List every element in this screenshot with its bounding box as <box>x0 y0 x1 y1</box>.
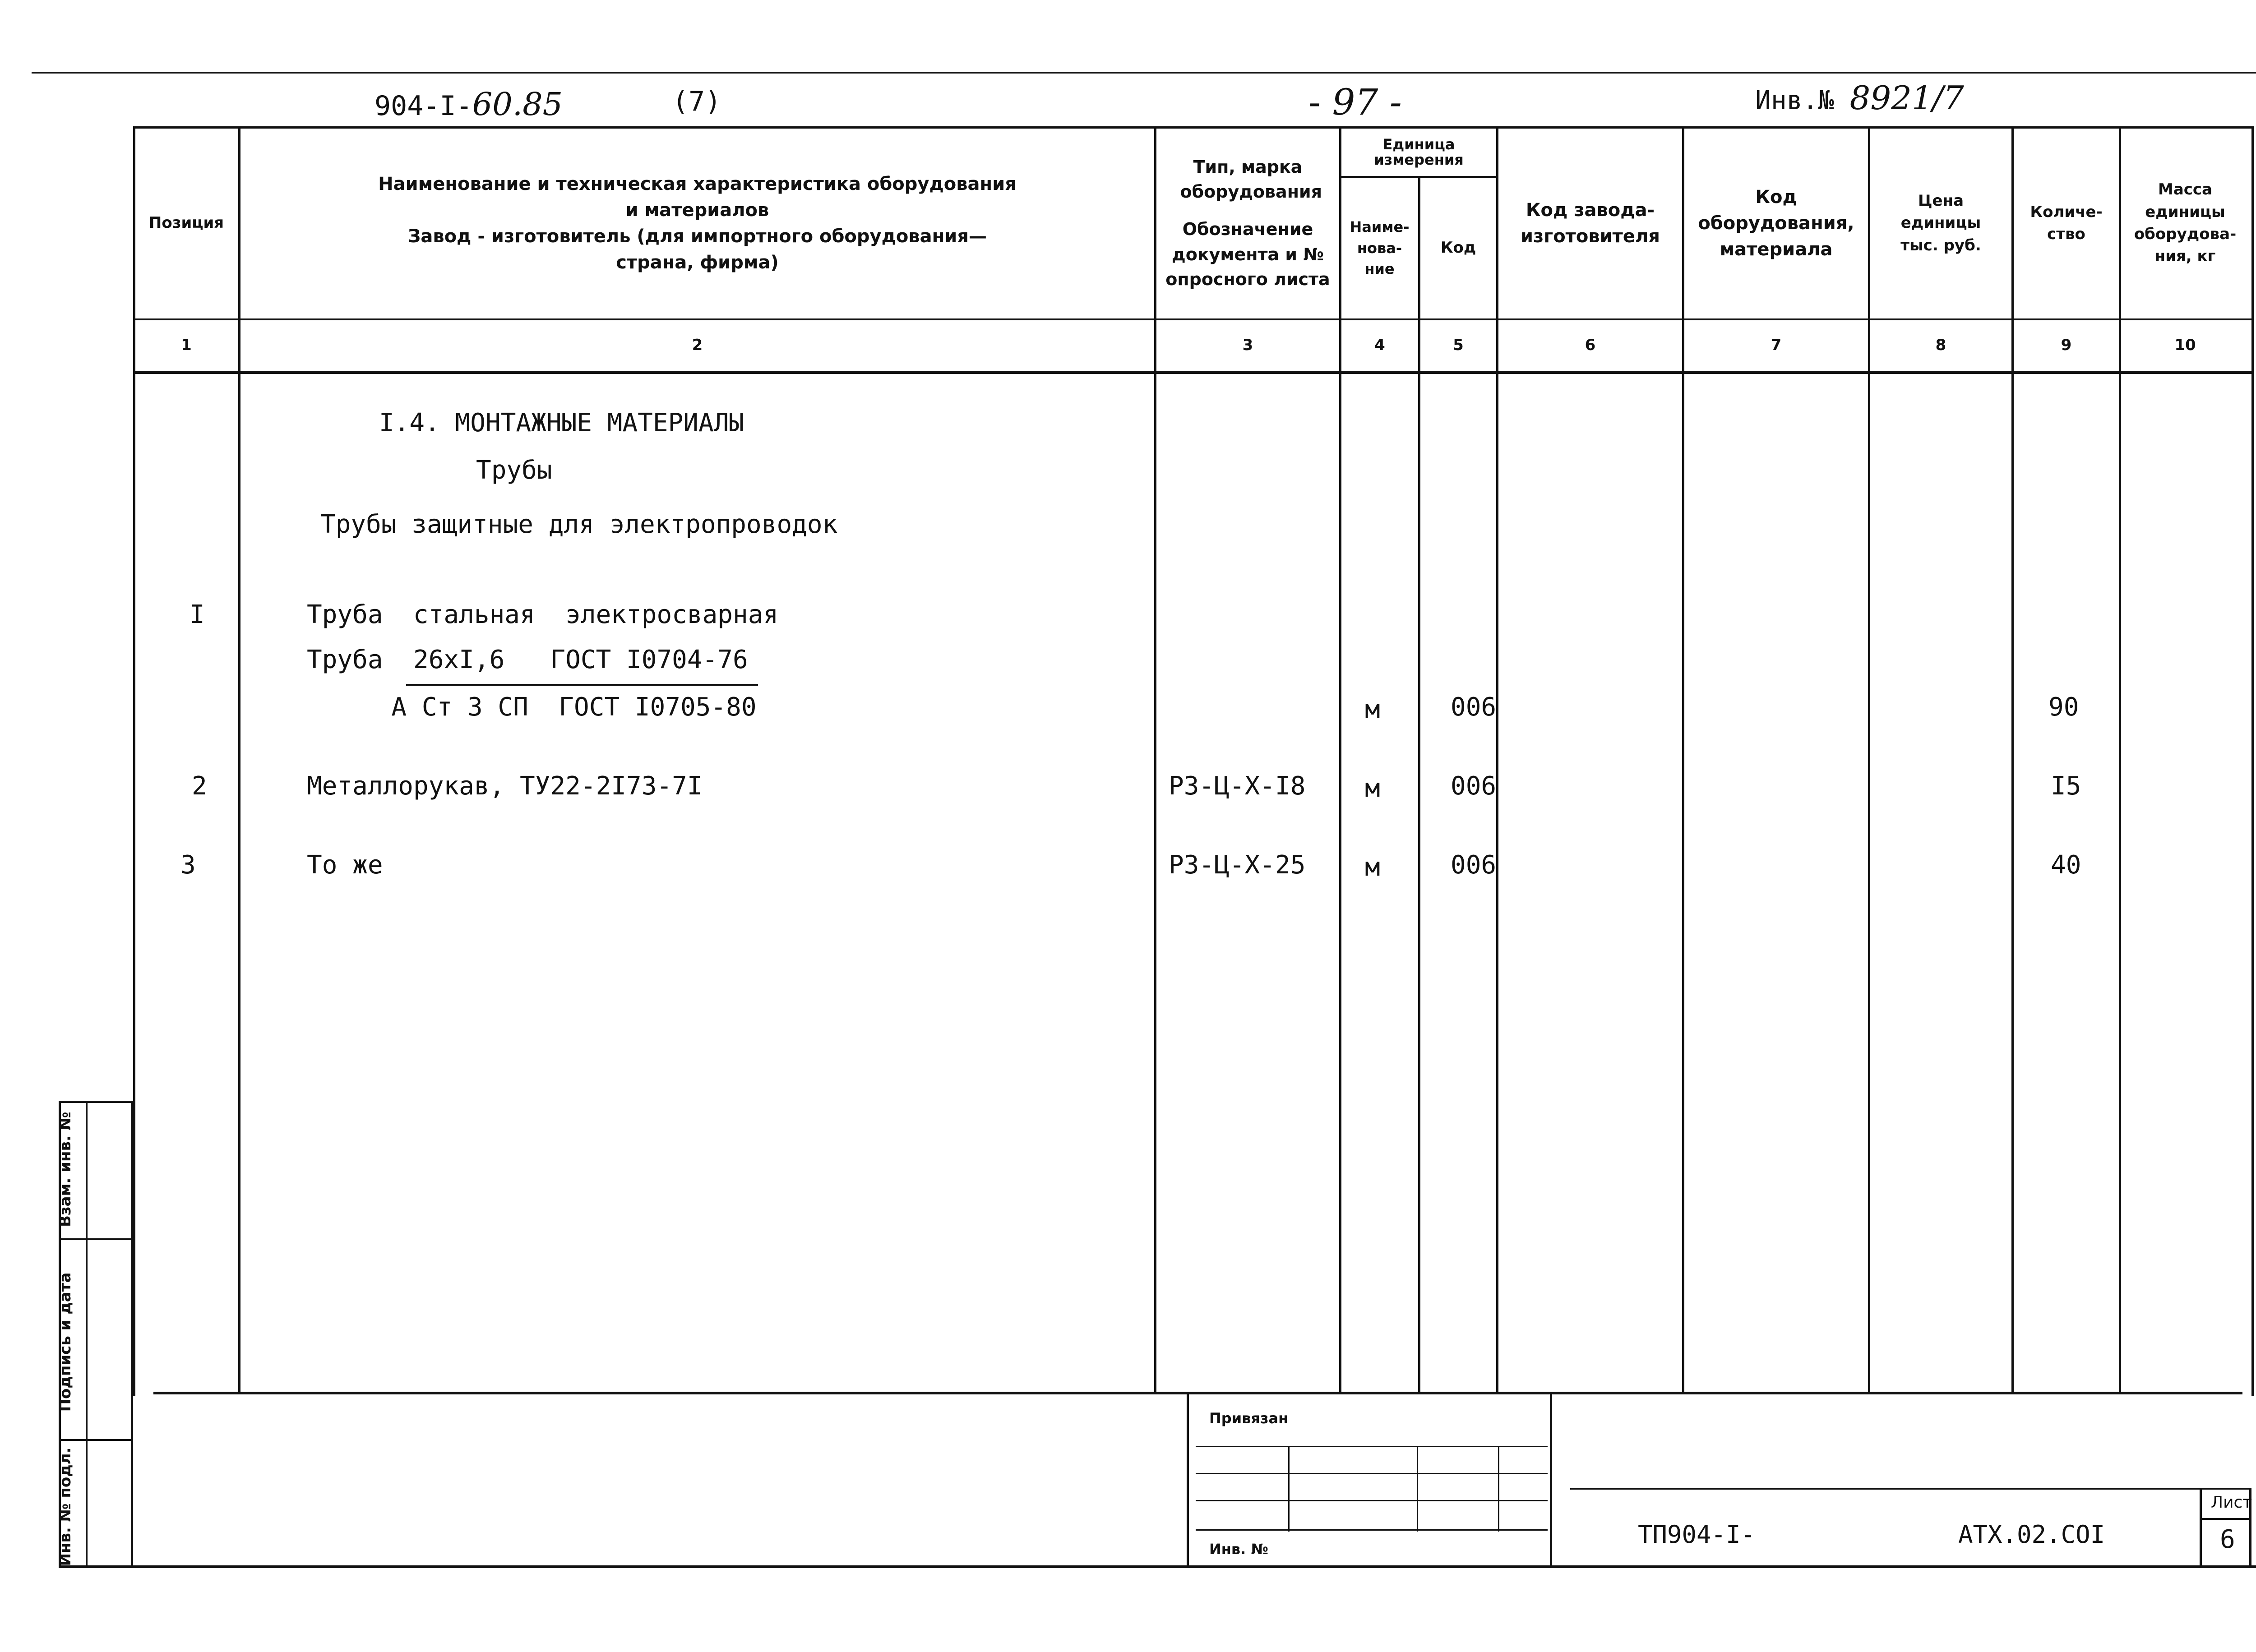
col-num: 5 <box>1453 336 1464 354</box>
header-unit-name: Наиме-нова-ние <box>1350 218 1410 278</box>
page-number: - 97 - <box>1308 81 1402 123</box>
row-3-unit: м <box>1365 853 1380 882</box>
col-line <box>238 126 240 1394</box>
section-group: Трубы защитные для электропроводок <box>320 510 838 539</box>
inventory <box>1755 79 1964 117</box>
col-line <box>1154 126 1156 1394</box>
row-1-code: 006 <box>1451 692 1497 722</box>
bound-label: Привязан <box>1209 1410 1289 1427</box>
col-num: 1 <box>181 336 192 354</box>
row-3-type: РЗ-Ц-Х-25 <box>1169 850 1306 880</box>
col-num: 9 <box>2061 336 2072 354</box>
col-num: 7 <box>1771 336 1782 354</box>
row-1-position: I <box>190 600 205 629</box>
col-line <box>2119 126 2121 1394</box>
header-type-subtitle: Обозначение документа и № опросного листа <box>1165 219 1330 289</box>
row-3-position: 3 <box>180 850 196 880</box>
bound-inventory-label: Инв. № <box>1209 1541 1268 1558</box>
side-stamp-signature: Подпись и дата <box>56 1272 74 1412</box>
inventory-number: 8921/7 <box>1849 79 1964 117</box>
side-stamp-replacement: Взам. инв. № <box>56 1112 74 1227</box>
header-quantity: Количе-ство <box>2030 203 2103 243</box>
col-line <box>1868 126 1870 1394</box>
header-unit-group: Единица измерения <box>1374 135 1464 168</box>
row-3-name: То же <box>307 850 383 880</box>
doc-code: ТП904-I- <box>1638 1520 1756 1549</box>
side-stamp-hline <box>59 1439 133 1441</box>
project-code: 904-I- <box>374 90 472 122</box>
col-num: 10 <box>2174 336 2196 354</box>
col-line <box>1418 176 1420 1394</box>
doc-section-code: АТХ.02.СОI <box>1958 1520 2105 1549</box>
header-type <box>1156 135 1339 311</box>
row-1-quantity: 90 <box>2048 692 2079 722</box>
row-1-underline <box>406 684 758 686</box>
header-equipment-code: Код оборудования, материала <box>1698 187 1854 260</box>
sheet-label: Лист <box>2211 1493 2252 1512</box>
bound-grid-line <box>1196 1500 1548 1501</box>
bound-grid-vline <box>1498 1446 1499 1532</box>
table-frame <box>133 126 2254 1396</box>
part-number: (7) <box>672 86 721 117</box>
header-unit-code: Код <box>1440 239 1476 257</box>
bound-grid-vline <box>1417 1446 1418 1532</box>
col-line <box>1496 126 1498 1394</box>
col-line <box>1339 126 1341 1394</box>
header-factory-code: Код завода-изготовителя <box>1521 200 1660 247</box>
header-name-subtitle: Завод - изготовитель (для импортного оборудования— страна, фирма) <box>407 226 987 273</box>
row-1-line-1: Труба стальная электросварная <box>307 600 779 629</box>
top-project <box>374 86 563 123</box>
col-line <box>1682 126 1684 1394</box>
row-3-quantity: 40 <box>2051 850 2081 880</box>
side-stamp-hline <box>59 1238 133 1240</box>
section-subheading: Трубы <box>476 456 552 485</box>
row-1-unit: м <box>1365 695 1380 724</box>
row-1-line-3: А Ст 3 СП ГОСТ I0705-80 <box>361 692 757 722</box>
doc-code-line <box>1570 1488 2251 1490</box>
row-2-position: 2 <box>192 771 207 801</box>
col-num: 4 <box>1374 336 1385 354</box>
bound-grid-vline <box>1288 1446 1290 1532</box>
side-stamp-divider <box>86 1101 88 1568</box>
header-name <box>240 131 1154 316</box>
row-2-quantity: I5 <box>2051 771 2081 801</box>
header-price: Цена единицы тыс. руб. <box>1900 192 1981 254</box>
col-line <box>2011 126 2014 1394</box>
row-2-code: 006 <box>1451 771 1497 801</box>
col-num: 3 <box>1242 336 1253 354</box>
top-line <box>32 72 2256 74</box>
header-name-title: Наименование и техническая характеристика оборудования и материалов <box>378 174 1017 221</box>
inventory-label: Инв.№ <box>1755 85 1834 115</box>
sheet-number: 6 <box>2220 1525 2235 1554</box>
header-mass: Масса единицы оборудова-ния, кг <box>2134 180 2237 266</box>
bound-grid-line <box>1196 1473 1548 1474</box>
col-num: 2 <box>692 336 703 354</box>
row-2-type: РЗ-Ц-Х-I8 <box>1169 771 1306 801</box>
numbers-bottom-line <box>133 371 2251 374</box>
bound-grid-line <box>1196 1529 1548 1531</box>
row-1-line-2: Труба 26хI,6 ГОСТ I0704-76 <box>307 645 748 674</box>
row-2-name: Металлорукав, ТУ22-2I73-7I <box>307 771 703 801</box>
sheet-divider <box>2200 1518 2251 1520</box>
bound-grid-line <box>1196 1446 1548 1447</box>
frame-bottom-line <box>59 1565 2256 1568</box>
header-position: Позиция <box>148 214 224 232</box>
header-bottom-line <box>133 318 2251 320</box>
side-stamp-inv-original: Инв. № подл. <box>56 1447 74 1566</box>
row-2-unit: м <box>1365 774 1380 803</box>
row-3-code: 006 <box>1451 850 1497 880</box>
section-heading: I.4. МОНТАЖНЫЕ МАТЕРИАЛЫ <box>379 408 744 438</box>
project-code-handwritten: 60.85 <box>472 86 563 123</box>
col-num: 6 <box>1585 336 1596 354</box>
col-num: 8 <box>1935 336 1946 354</box>
header-type-title: Тип, марка оборудования <box>1180 157 1322 202</box>
unit-group-line <box>1339 176 1497 178</box>
